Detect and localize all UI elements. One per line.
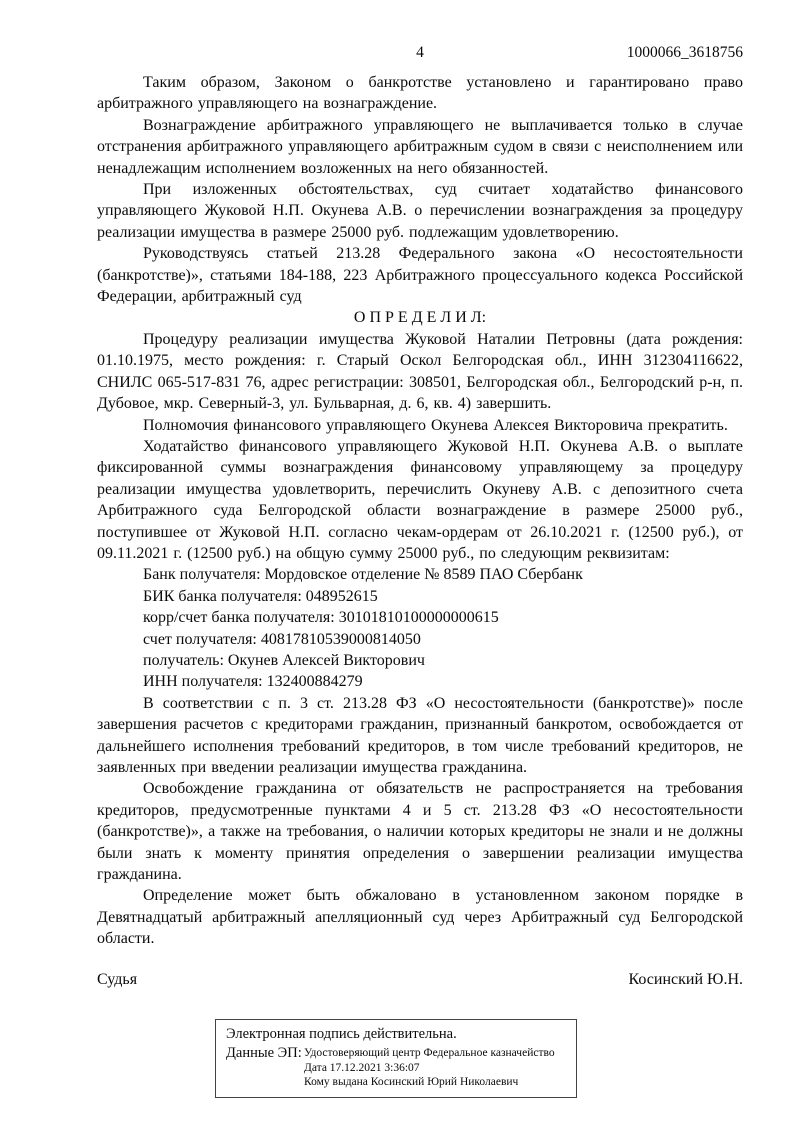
stamp-date: Дата 17.12.2021 3:36:07	[304, 1061, 420, 1074]
page-number: 4	[416, 44, 424, 61]
bank-detail-recipient-bank: Банк получателя: Мордовское отделение № 8589 ПАО Сбербанк	[143, 566, 583, 584]
document-body	[97, 72, 743, 950]
paragraph-debt-release: В соответствии с п. 3 ст. 213.28 ФЗ «О несостоятельности (банкротстве)» после завершения расчетов с кредиторами гражданин, признанный банкротом, освобождается от дальнейшего исполнения требований кредиторов, в том числе требований кредиторов, не заявленных при введении реализации имущества гражданина.	[97, 694, 743, 776]
stamp-issued-to: Кому выдана Косинский Юрий Николаевич	[304, 1076, 519, 1089]
paragraph-appeal-procedure: Определение может быть обжаловано в установленном законом порядке в Девятнадцатый арбитражный апелляционный суд через Арбитражный суд Белгородской области.	[97, 887, 743, 948]
bank-detail-inn: ИНН получателя: 132400884279	[143, 673, 363, 691]
paragraph-court-opinion: При изложенных обстоятельствах, суд считает ходатайство финансового управляющего Жуковой Н.П. Окунева А.В. о перечислении вознаграждения за процедуру реализации имущества в размере 25000 руб. подлежащим удовлетворению.	[97, 181, 743, 241]
electronic-signature-stamp	[215, 1019, 577, 1098]
bank-detail-corr-account: корр/счет банка получателя: 30101810100000000615	[143, 609, 499, 627]
paragraph-terminate-powers: Полномочия финансового управляющего Окунева Алексея Викторовича прекратить.	[143, 416, 728, 434]
judge-role-label: Судья	[97, 971, 138, 988]
resolution-heading: О П Р Е Д Е Л И Л:	[353, 309, 487, 327]
bank-detail-recipient: получатель: Окунев Алексей Викторович	[143, 651, 425, 669]
paragraph-complete-procedure: Процедуру реализации имущества Жуковой Наталии Петровны (дата рождения: 01.10.1975, место рождения: г. Старый Оскол Белгородская обл., ИНН 312304116622, СНИЛС 065-517-831 76, адрес регистрации: 308501, Белгородская обл., Белгородский р-н, п. Дубовое, мкр. Северный-3, ул. Бульварная, д. 6, кв. 4) завершить.	[97, 330, 743, 413]
stamp-validity-text: Электронная подпись действительна.	[226, 1026, 457, 1042]
document-id: 1000066_3618756	[626, 44, 743, 61]
judge-name: Косинский Ю.Н.	[628, 971, 743, 988]
signature-row	[97, 971, 743, 989]
paragraph-law-guarantee: Таким образом, Законом о банкротстве установлено и гарантировано право арбитражного управляющего на вознаграждение.	[97, 74, 743, 113]
stamp-certification-center: Удостоверяющий центр Федеральное казначейство	[304, 1047, 555, 1059]
stamp-details	[304, 1046, 555, 1090]
paragraph-legal-basis: Руководствуясь статьей 213.28 Федерального закона «О несостоятельности (банкротстве)», статьями 184-188, 223 Арбитражного процессуального кодекса Российской Федерации, арбитражный суд	[97, 245, 743, 306]
paragraph-remuneration-rule: Вознаграждение арбитражного управляющего не выплачивается только в случае отстранения арбитражного управляющего арбитражным судом в связи с неисполнением или ненадлежащим исполнением возложенных на него обязанностей.	[97, 116, 743, 177]
bank-details-block	[97, 564, 743, 692]
page-header	[97, 44, 743, 64]
paragraph-payment-order: Ходатайство финансового управляющего Жуковой Н.П. Окунева А.В. о выплате фиксированной суммы вознаграждения финансовому управляющему за процедуру реализации имущества удовлетворить, перечислить Окуневу А.В. с депозитного счета Арбитражного суда Белгородской области вознаграждение в размере 25000 руб., поступившее от Жуковой Н.П. согласно чекам-ордерам от 26.10.2021 г. (12500 руб.), от 09.11.2021 г. (12500 руб.) на общую сумму 25000 руб., по следующим реквизитам:	[97, 437, 743, 562]
bank-detail-account: счет получателя: 40817810539000814050	[143, 630, 421, 648]
stamp-data-row	[226, 1046, 566, 1090]
bank-detail-bik: БИК банка получателя: 048952615	[143, 587, 378, 605]
stamp-data-label: Данные ЭП:	[226, 1045, 302, 1061]
paragraph-release-exceptions: Освобождение гражданина от обязательств не распространяется на требования кредиторов, предусмотренные пунктами 4 и 5 ст. 213.28 ФЗ «О несостоятельности (банкротстве)», а также на требования, о наличии которых кредиторы не знали и не должны были знать к моменту принятия определения о завершении реализации имущества гражданина.	[97, 780, 743, 884]
